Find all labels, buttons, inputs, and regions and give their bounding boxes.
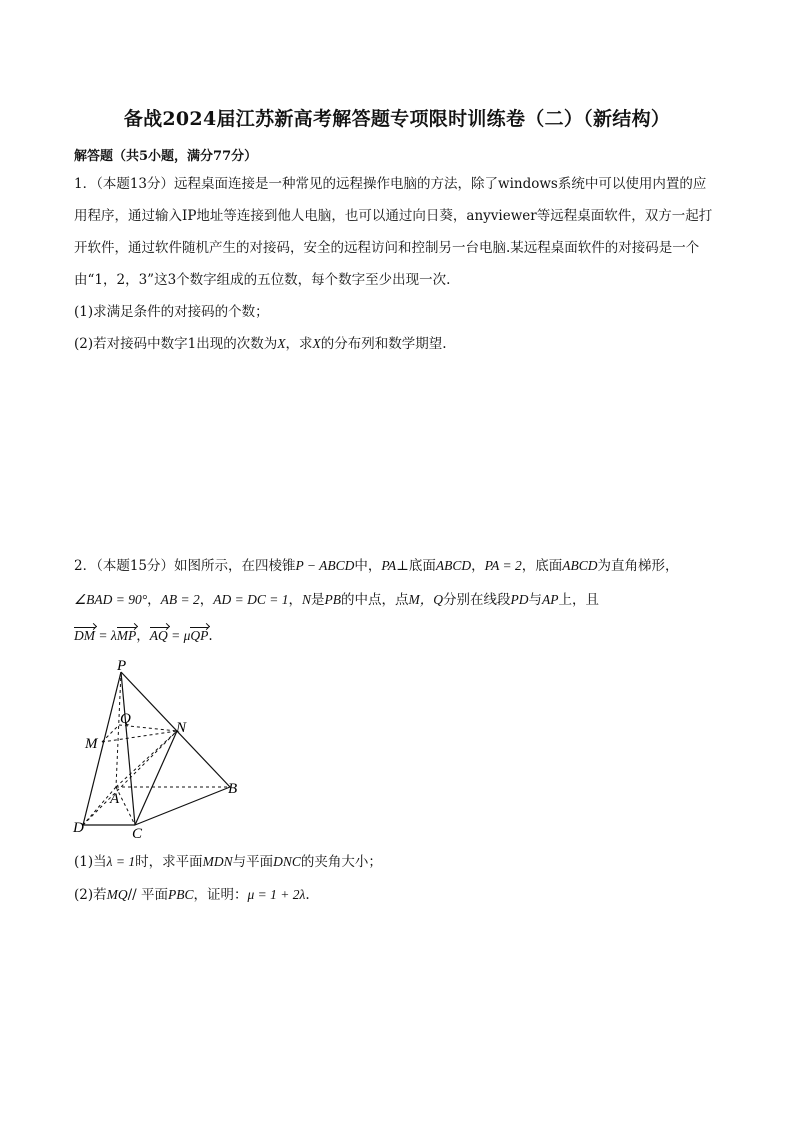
q1-sub2-text-a: (2)若对接码中数字1出现的次数为 [74, 336, 278, 352]
q2-l1-e: 为直角梯形， [597, 558, 679, 574]
q2-ap: AP [541, 592, 559, 607]
q2-s1-b: 时，求平面 [135, 854, 203, 870]
q2-line-2 [74, 590, 734, 610]
q2-l2-end: 上，且 [558, 592, 599, 608]
q2-s2-c: ，证明： [193, 887, 248, 903]
q2-eq-lambda: = λ [95, 628, 117, 643]
q2-line-3 [74, 626, 734, 646]
q2-on: 分别在线段 [442, 592, 511, 608]
q2-with: 与 [528, 592, 542, 608]
label-p: P [117, 660, 127, 674]
q2-eq-mu: = μ [167, 628, 191, 643]
q1-sub-1: (1)求满足条件的对接码的个数； [74, 304, 269, 320]
q2-s1-c: 与平面 [232, 854, 274, 870]
q2-n: N [301, 592, 311, 607]
edge-mn [102, 731, 177, 742]
q1-sub2-var-x: X [277, 336, 286, 351]
q1-sub2-var-x2: X [312, 336, 321, 351]
q1-sub2-text-c: 的分布列和数学期望. [320, 336, 447, 352]
q1-line-4: 由“1，2，3”这3个数字组成的五位数，每个数字至少出现一次. [74, 272, 451, 288]
q2-l3-end: . [208, 628, 213, 644]
q1-line-2: 用程序，通过输入IP地址等连接到他人电脑，也可以通过向日葵，anyviewer等远程桌面软件，双方一起打 [74, 208, 713, 224]
q2-comma-2: ， [199, 592, 214, 608]
q2-midpoint: 的中点，点 [340, 592, 409, 608]
q2-abcd-2: ABCD [562, 558, 598, 573]
q2-pyramid: P − ABCD [295, 558, 355, 573]
vector-mp: MP [117, 626, 137, 646]
q2-s1-lambda: λ = 1 [106, 854, 136, 869]
vector-qp: QP [190, 626, 208, 646]
q2-perp: ⊥底面 [396, 558, 436, 574]
q2-mq-points: M，Q [408, 592, 443, 607]
q2-pd: PD [510, 592, 529, 607]
label-n: N [176, 720, 187, 736]
label-a: A [110, 791, 120, 807]
pyramid-figure [70, 660, 260, 840]
q2-angle: ∠BAD = 90° [74, 592, 148, 607]
vector-aq: AQ [150, 626, 168, 646]
q2-l3-sep: ， [136, 628, 150, 644]
q1-sub-2 [74, 334, 734, 354]
q2-s2-mq: MQ [106, 887, 128, 902]
edge-an [116, 731, 177, 787]
q2-s1-a: (1)当 [74, 854, 107, 870]
q2-s1-mdn: MDN [202, 854, 233, 869]
q2-s2-end: . [305, 887, 310, 903]
q2-pa-eq: PA = 2 [484, 558, 522, 573]
label-d: D [73, 820, 84, 836]
q2-comma-1: ， [147, 592, 161, 608]
label-b: B [228, 781, 238, 797]
q2-s1-dnc: DNC [273, 854, 301, 869]
q1-line-1: 1．（本题13分）远程桌面连接是一种常见的远程操作电脑的方法，除了windows系统中可以使用内置的应 [74, 176, 707, 192]
q2-l1-a: 2．（本题15分）如图所示，在四棱锥 [74, 558, 296, 574]
label-m: M [85, 736, 98, 752]
q2-line-1 [74, 556, 734, 576]
q2-pb: PB [324, 592, 341, 607]
q2-ad: AD = DC = 1 [213, 592, 289, 607]
edge-pc [121, 672, 135, 825]
label-c: C [132, 826, 143, 840]
q2-s2-eq: μ = 1 + 2λ [247, 887, 306, 902]
q2-is: 是 [310, 592, 325, 608]
section-heading: 解答题（共5小题，满分77分） [74, 149, 258, 164]
vector-dm: DM [74, 626, 95, 646]
q2-sub-2 [74, 885, 734, 905]
q2-s2-pbc: PBC [168, 887, 194, 902]
label-q: Q [120, 711, 131, 727]
q2-comma-3: ， [288, 592, 302, 608]
q1-sub2-text-b: ，求 [285, 336, 313, 352]
q2-abcd: ABCD [435, 558, 472, 573]
q2-ab: AB = 2 [160, 592, 200, 607]
q2-sub-1 [74, 852, 734, 872]
q2-pa: PA [381, 558, 397, 573]
q2-s2-b: // 平面 [127, 887, 169, 903]
q2-l1-d: ，底面 [521, 558, 563, 574]
q2-s1-d: 的夹角大小； [300, 854, 382, 870]
q1-line-3: 开软件，通过软件随机产生的对接码，安全的远程访问和控制另一台电脑.某远程桌面软件的对接码是一个 [74, 240, 700, 256]
q2-l1-b: 中， [354, 558, 382, 574]
q2-l1-c: ， [471, 558, 485, 574]
q2-s2-a: (2)若 [74, 887, 107, 903]
page-title: 备战2024届江苏新高考解答题专项限时训练卷（二）（新结构） [123, 108, 671, 130]
